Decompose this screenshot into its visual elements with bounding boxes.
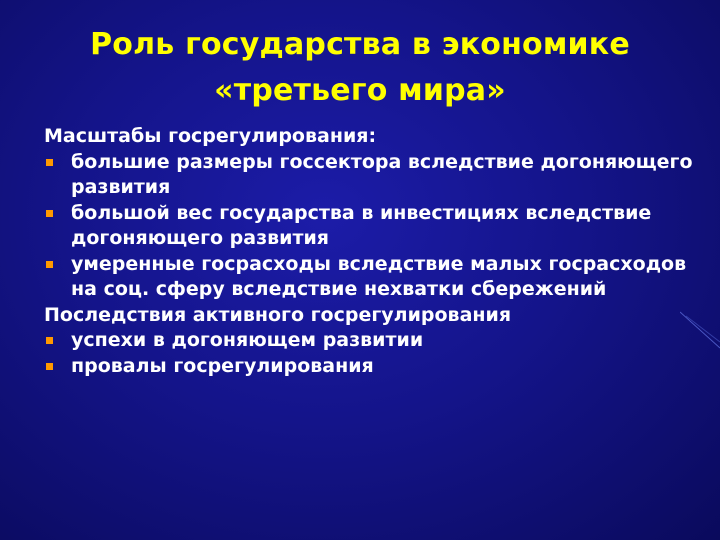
list-item [44,252,694,303]
square-bullet-icon [46,210,53,217]
list-item [44,328,694,354]
decorative-lines [680,290,720,350]
list-item [44,150,694,201]
list-item-text: умеренные госрасходы вследствие малых госрасходов на соц. сферу вследствие нехватки сбережений [71,252,687,300]
section-heading-consequences: Последствия активного госрегулирования [44,303,512,326]
square-bullet-icon [46,159,53,166]
list-item [44,354,694,380]
section-heading-scale: Масштабы госрегулирования: [44,125,377,147]
slide-title [20,22,700,114]
list-item-text: провалы госрегулирования [71,354,374,377]
square-bullet-icon [46,363,53,370]
square-bullet-icon [46,261,53,268]
list-item-text: большой вес государства в инвестициях вследствие догоняющего развития [71,201,652,249]
title-line-1: Роль государства в экономике [90,27,630,62]
list-item-text: большие размеры госсектора вследствие догоняющего развития [71,150,693,198]
title-line-2: «третьего мира» [214,73,506,108]
list-item-text: успехи в догоняющем развитии [71,329,424,351]
slide-body [44,124,694,379]
list-item [44,201,694,252]
square-bullet-icon [46,337,53,344]
